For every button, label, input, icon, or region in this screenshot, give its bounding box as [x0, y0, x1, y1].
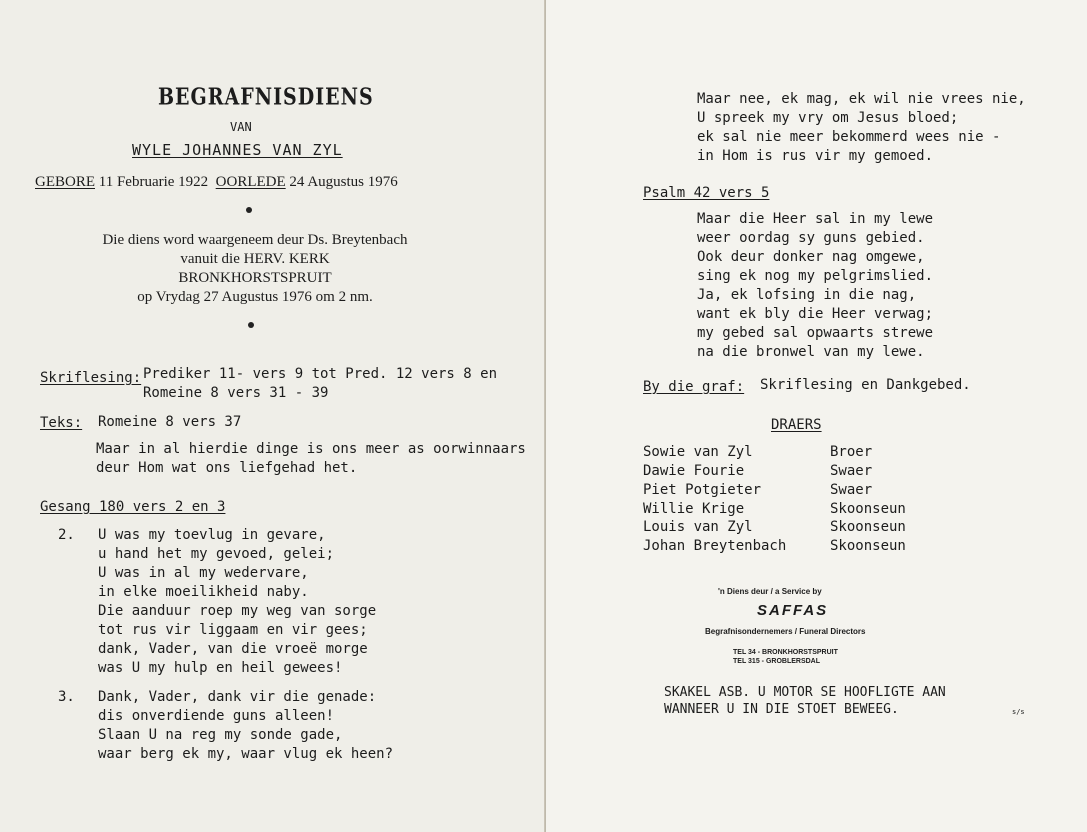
- notice-line: WANNEER U IN DIE STOET BEWEEG.: [664, 702, 899, 717]
- teks-label: Teks:: [40, 415, 83, 431]
- service-line: Die diens word waargeneem deur Ds. Breytenbach: [102, 232, 408, 248]
- bullet-dot: [246, 207, 252, 213]
- verse-line: Dank, Vader, dank vir die genade:: [98, 689, 377, 705]
- service-line: BRONKHORSTSPRUIT: [178, 270, 332, 286]
- page-title: BEGRAFNISDIENS: [158, 83, 374, 111]
- telephone-line: TEL 34 - BRONKHORSTSPRUIT: [733, 649, 838, 656]
- verse-line: dis onverdiende guns alleen!: [98, 708, 335, 724]
- service-line: vanuit die HERV. KERK: [180, 251, 330, 267]
- gebore-label: GEBORE: [35, 174, 95, 190]
- draer-name: Willie Krige: [643, 501, 745, 517]
- right-page: [546, 0, 1087, 832]
- psalm-line: na die bronwel van my lewe.: [697, 344, 925, 360]
- psalm-line: Ook deur donker nag omgewe,: [697, 249, 925, 265]
- verse-line: Die aanduur roep my weg van sorge: [98, 603, 377, 619]
- verse-line: U was in al my wedervare,: [98, 565, 309, 581]
- deceased-name: WYLE JOHANNES VAN ZYL: [132, 141, 343, 159]
- birth-death-line: [35, 173, 398, 192]
- gebore-date: 11 Februarie 1922: [98, 174, 209, 190]
- company-subtitle: Begrafnisondernemers / Funeral Directors: [705, 627, 866, 636]
- verse-number: 2.: [58, 527, 75, 543]
- oorlede-label: OORLEDE: [215, 174, 286, 190]
- draer-name: Johan Breytenbach: [643, 538, 787, 554]
- teks-ref: Romeine 8 vers 37: [98, 414, 242, 430]
- teks-line: Maar in al hierdie dinge is ons meer as oorwinnaars: [96, 441, 526, 457]
- psalm-line: sing ek nog my pelgrimslied.: [697, 268, 934, 284]
- teks-line: deur Hom wat ons liefgehad het.: [96, 460, 358, 476]
- draer-relation: Swaer: [830, 463, 873, 479]
- verse-line: U was my toevlug in gevare,: [98, 527, 326, 543]
- company-logo: SAFFAS: [757, 602, 829, 619]
- psalm-label: Psalm 42 vers 5: [643, 185, 770, 201]
- skriflesing-text: Prediker 11- vers 9 tot Pred. 12 vers 8 en: [143, 366, 498, 382]
- service-line: op Vrydag 27 Augustus 1976 om 2 nm.: [137, 289, 373, 305]
- oorlede-date: 24 Augustus 1976: [289, 174, 398, 190]
- verse-line: U spreek my vry om Jesus bloed;: [697, 110, 959, 126]
- psalm-line: want ek bly die Heer verwag;: [697, 306, 934, 322]
- verse-line: dank, Vader, van die vroeë morge: [98, 641, 368, 657]
- verse-line: was U my hulp en heil gewees!: [98, 660, 343, 676]
- verse-number: 3.: [58, 689, 75, 705]
- draer-relation: Broer: [830, 444, 873, 460]
- bullet-dot: [248, 322, 254, 328]
- draer-relation: Skoonseun: [830, 519, 906, 535]
- verse-line: Slaan U na reg my sonde gade,: [98, 727, 343, 743]
- verse-line: ek sal nie meer bekommerd wees nie -: [697, 129, 1001, 145]
- psalm-line: weer oordag sy guns gebied.: [697, 230, 925, 246]
- psalm-line: Ja, ek lofsing in die nag,: [697, 287, 917, 303]
- gesang-label: Gesang 180 vers 2 en 3: [40, 499, 226, 515]
- verse-line: in Hom is rus vir my gemoed.: [697, 148, 934, 164]
- draers-heading: DRAERS: [771, 417, 822, 433]
- service-by-text: 'n Diens deur / a Service by: [718, 587, 822, 596]
- draer-relation: Skoonseun: [830, 538, 906, 554]
- verse-line: waar berg ek my, waar vlug ek heen?: [98, 746, 394, 762]
- draer-name: Piet Potgieter: [643, 482, 762, 498]
- draer-name: Dawie Fourie: [643, 463, 745, 479]
- psalm-line: my gebed sal opwaarts strewe: [697, 325, 934, 341]
- verse-line: in elke moeilikheid naby.: [98, 584, 309, 600]
- telephone-line: TEL 315 - GROBLERSDAL: [733, 658, 820, 665]
- graf-text: Skriflesing en Dankgebed.: [760, 377, 971, 393]
- verse-line: Maar nee, ek mag, ek wil nie vrees nie,: [697, 91, 1026, 107]
- draer-relation: Skoonseun: [830, 501, 906, 517]
- notice-line: SKAKEL ASB. U MOTOR SE HOOFLIGTE AAN: [664, 685, 946, 700]
- draer-name: Louis van Zyl: [643, 519, 753, 535]
- draer-relation: Swaer: [830, 482, 873, 498]
- psalm-line: Maar die Heer sal in my lewe: [697, 211, 934, 227]
- graf-label: By die graf:: [643, 379, 745, 395]
- skriflesing-text: Romeine 8 vers 31 - 39: [143, 385, 329, 401]
- printer-mark: s/s: [1012, 708, 1025, 716]
- skriflesing-label: Skriflesing:: [40, 370, 142, 386]
- verse-line: u hand het my gevoed, gelei;: [98, 546, 335, 562]
- van-label: VAN: [230, 120, 252, 134]
- verse-line: tot rus vir liggaam en vir gees;: [98, 622, 368, 638]
- draer-name: Sowie van Zyl: [643, 444, 753, 460]
